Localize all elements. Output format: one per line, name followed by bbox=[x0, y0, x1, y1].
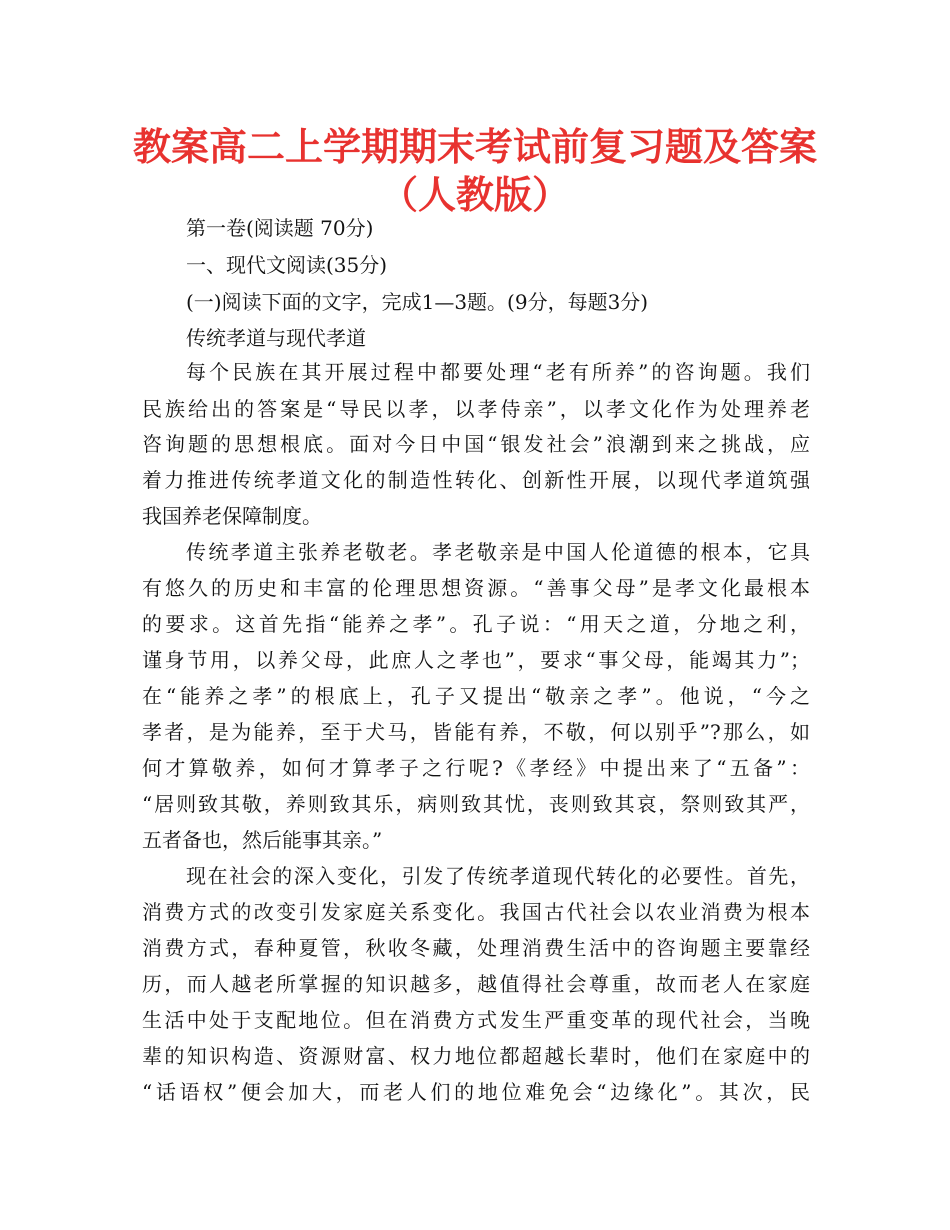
section-modern-reading-heading: 一、现代文阅读(35分) bbox=[186, 253, 388, 277]
paragraph-3-line: 消费方式的改变引发家庭关系变化。我国古代社会以农业消费为根本 bbox=[142, 900, 810, 924]
document-title-line-1: 教案高二上学期期末考试前复习题及答案 bbox=[132, 125, 817, 169]
paragraph-2-line: “居则致其敬，养则致其乐，病则致其忧，丧则致其哀，祭则致其严， bbox=[142, 792, 810, 816]
paragraph-3-line: 消费方式，春种夏管，秋收冬藏，处理消费生活中的咨询题主要靠经 bbox=[142, 936, 810, 960]
paragraph-2-line: 何才算敬养，如何才算孝子之行呢?《孝经》中提出来了“五备”： bbox=[142, 756, 810, 780]
paragraph-1-line: 我国养老保障制度。 bbox=[142, 504, 322, 528]
paragraph-2-line: 五者备也，然后能事其亲。” bbox=[142, 828, 383, 852]
article-title: 传统孝道与现代孝道 bbox=[186, 326, 366, 350]
paragraph-2-line: 的要求。这首先指“能养之孝”。孔子说：“用天之道，分地之利， bbox=[142, 612, 810, 636]
paragraph-2-line: 传统孝道主张养老敬老。孝老敬亲是中国人伦道德的根本，它具 bbox=[186, 540, 810, 564]
paragraph-3-line: 现在社会的深入变化，引发了传统孝道现代转化的必要性。首先， bbox=[186, 864, 810, 888]
paragraph-1-line: 咨询题的思想根底。面对今日中国“银发社会”浪潮到来之挑战，应 bbox=[142, 432, 810, 456]
paragraph-1-line: 着力推进传统孝道文化的制造性转化、创新性开展，以现代孝道筑强 bbox=[142, 468, 810, 492]
paragraph-1-line: 每个民族在其开展过程中都要处理“老有所养”的咨询题。我们 bbox=[186, 360, 810, 384]
paragraph-2-line: 有悠久的历史和丰富的伦理思想资源。“善事父母”是孝文化最根本 bbox=[142, 576, 810, 600]
paragraph-2-line: 谨身节用，以养父母，此庶人之孝也”，要求“事父母，能竭其力”； bbox=[142, 648, 810, 672]
paragraph-3-line: “话语权”便会加大，而老人们的地位难免会“边缘化”。其次，民 bbox=[142, 1080, 810, 1104]
document-title-line-2: （人教版） bbox=[379, 173, 570, 217]
paragraph-3-line: 历，而人越老所掌握的知识越多，越值得社会尊重，故而老人在家庭 bbox=[142, 972, 810, 996]
paragraph-2-line: 在“能养之孝”的根底上，孔子又提出“敬亲之孝”。他说，“今之 bbox=[142, 684, 810, 708]
paragraph-3-line: 辈的知识构造、资源财富、权力地位都超越长辈时，他们在家庭中的 bbox=[142, 1044, 810, 1068]
section-volume-heading: 第一卷(阅读题 70分) bbox=[186, 216, 374, 240]
paragraph-3-line: 生活中处于支配地位。但在消费方式发生严重变革的现代社会，当晚 bbox=[142, 1008, 810, 1032]
reading-instruction: (一)阅读下面的文字，完成1—3题。(9分，每题3分) bbox=[186, 290, 649, 314]
paragraph-1-line: 民族给出的答案是“导民以孝，以孝侍亲”，以孝文化作为处理养老 bbox=[142, 397, 810, 421]
paragraph-2-line: 孝者，是为能养，至于犬马，皆能有养，不敬，何以别乎”?那么，如 bbox=[142, 720, 810, 744]
